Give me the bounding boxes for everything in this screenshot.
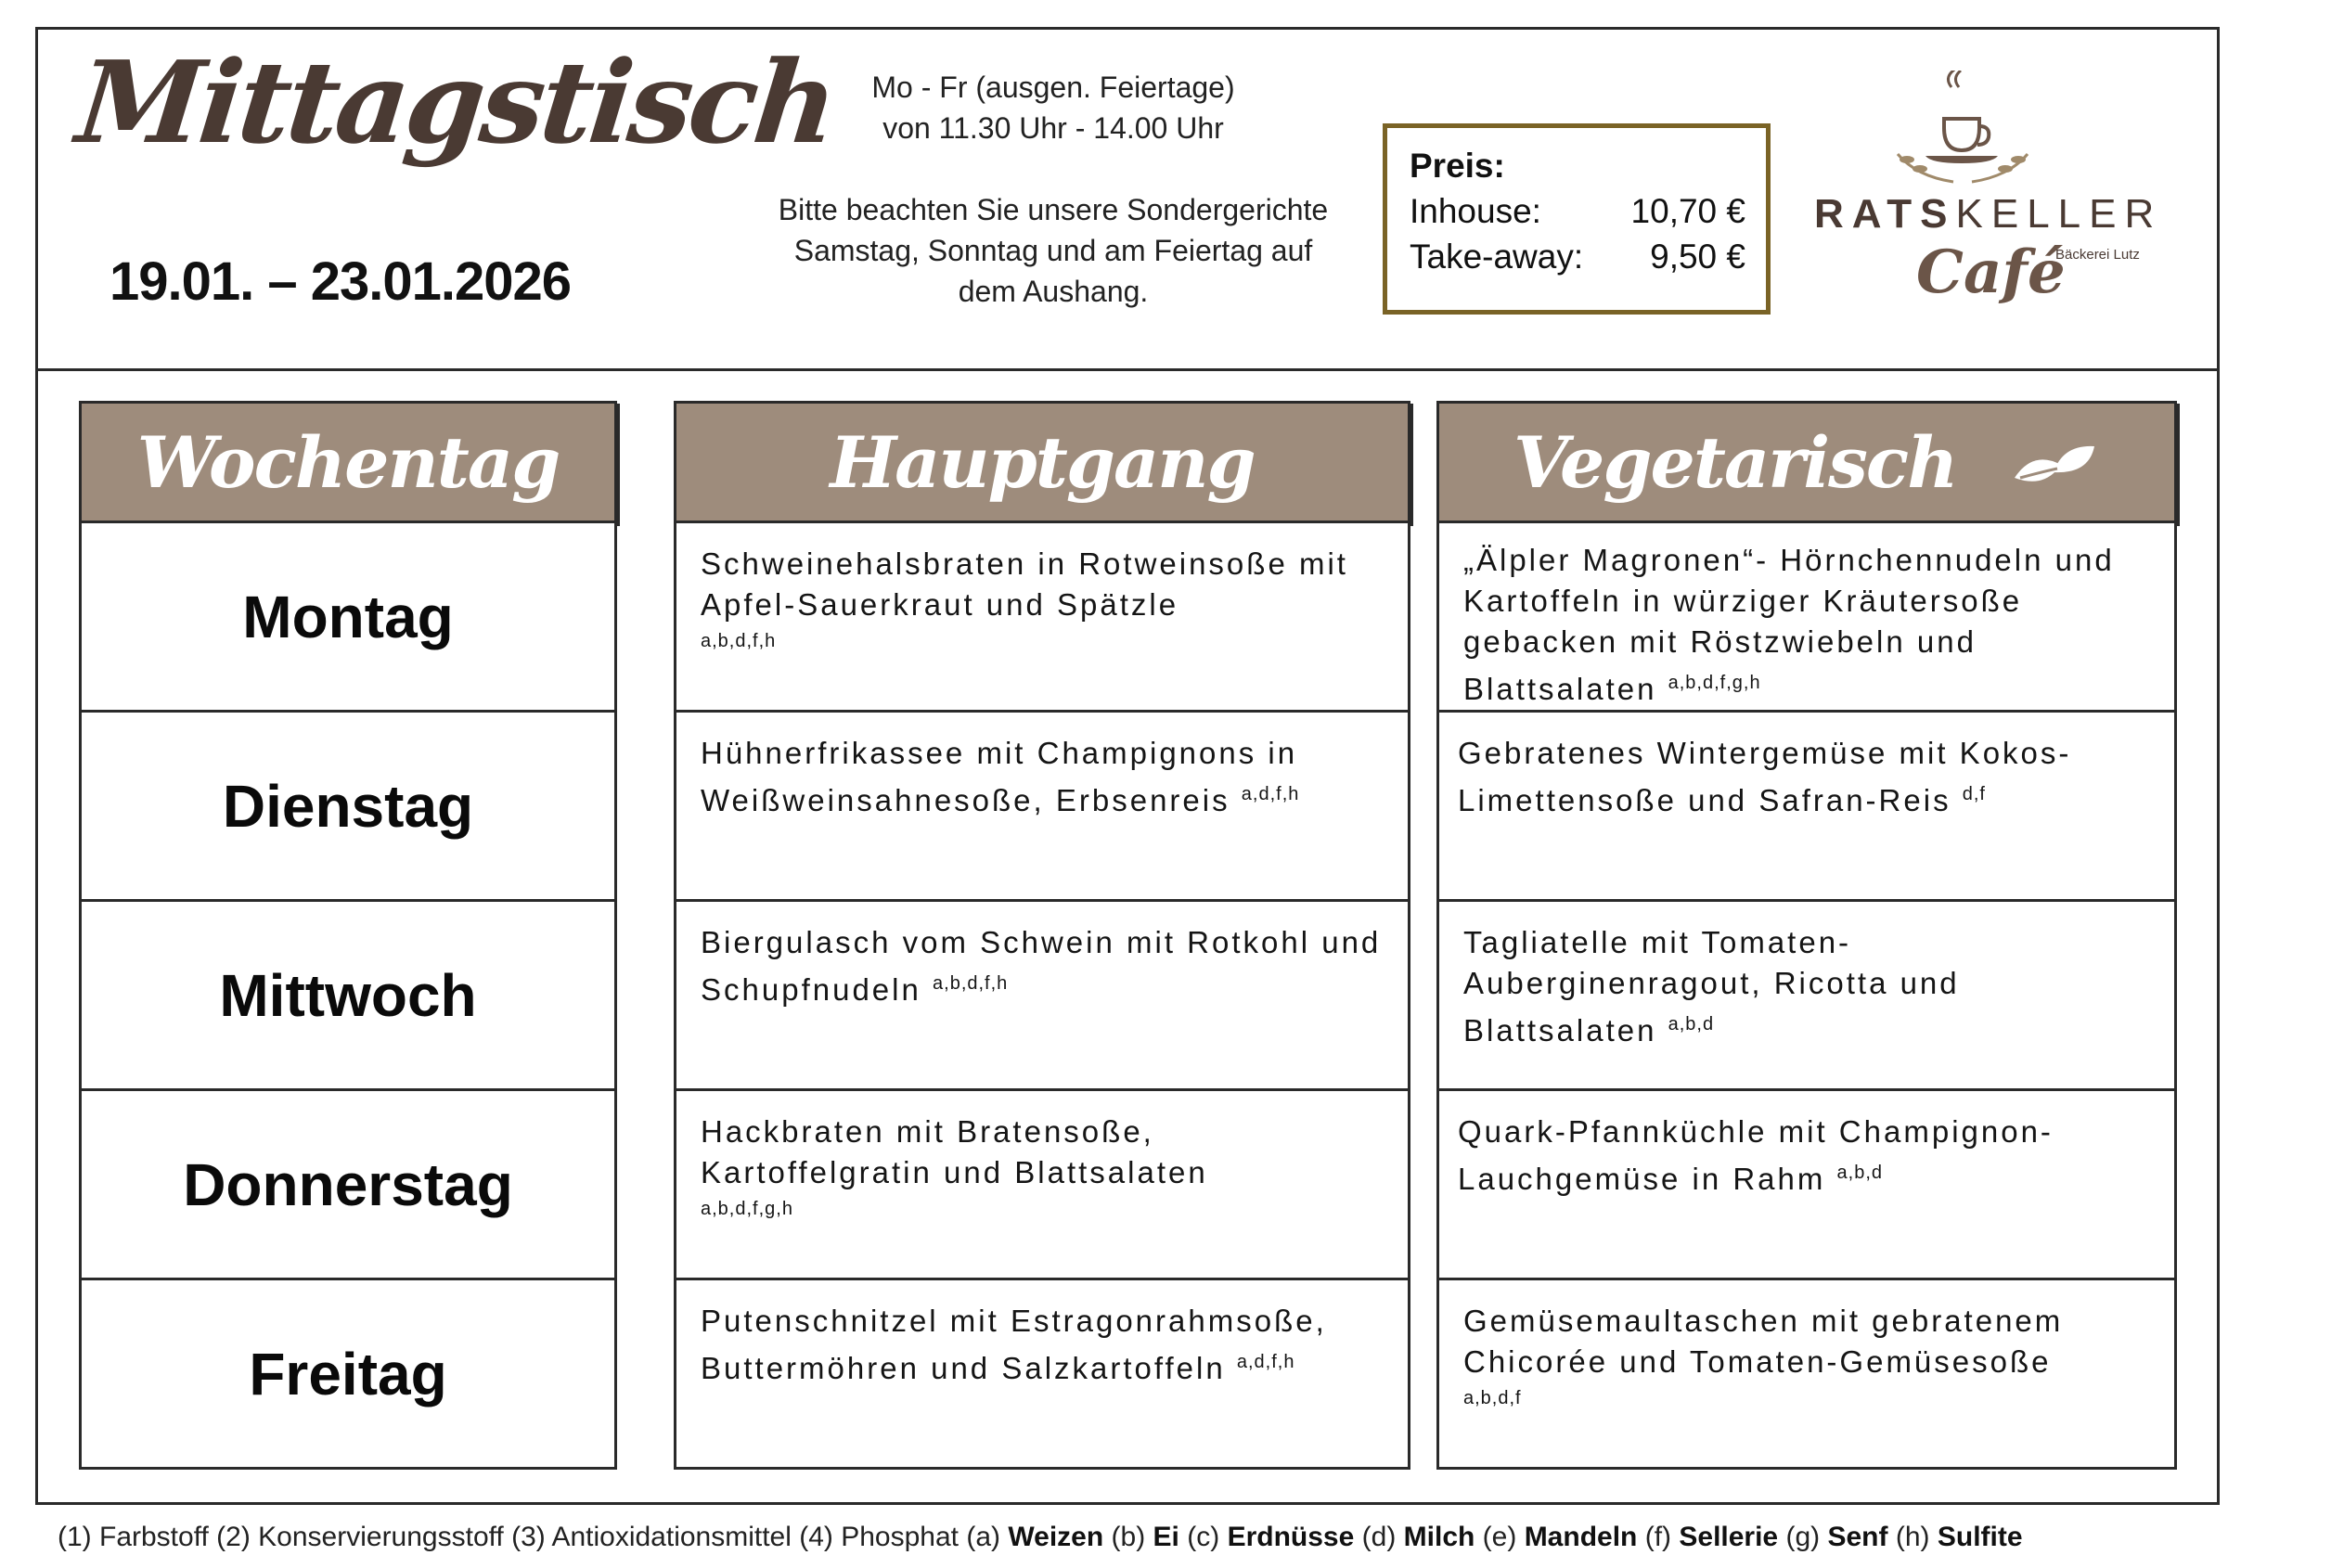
logo-subtitle: Bäckerei Lutz [2055, 247, 2140, 263]
hours-days: Mo - Fr (ausgen. Feiertage) [871, 71, 1235, 104]
main-dish-monday [674, 523, 1410, 713]
allergen-codes: a,b,d,f,h [933, 973, 1009, 994]
veg-dish-friday [1436, 1280, 2177, 1470]
note-line-3: dem Aushang. [958, 275, 1149, 308]
main-dish-friday [674, 1280, 1410, 1470]
veg-dish-monday [1436, 523, 2177, 713]
veg-dish-wednesday [1436, 902, 2177, 1091]
opening-hours [752, 67, 1355, 312]
dish-text: Gemüsemaultaschen mit gebratenem Chicorée und Tomaten-Gemüsesoße [1463, 1304, 2064, 1379]
column-header-weekday: Wochentag [79, 401, 617, 523]
column-vegetarian [1436, 401, 2177, 1470]
allergen-codes: a,b,d,f,g,h [1668, 673, 1761, 693]
dish-text: Biergulasch vom Schwein mit Rotkohl und Schupfnudeln [701, 925, 1382, 1007]
price-box [1383, 123, 1771, 315]
header-divider [35, 368, 2220, 371]
allergen-codes: d,f [1962, 784, 1986, 804]
price-row-takeaway [1410, 234, 1745, 279]
coffee-cup-icon [1805, 71, 2157, 191]
day-cell-wednesday: Mittwoch [79, 902, 617, 1091]
inhouse-label: Inhouse: [1410, 192, 1541, 230]
note-line-1: Bitte beachten Sie unsere Sondergerichte [778, 193, 1329, 226]
column-header-vegetarian: Vegetarisch [1436, 401, 2177, 523]
allergen-legend: (1) Farbstoff (2) Konservierungsstoff (3) Antioxidationsmittel (4) Phosphat (a) Weizen (b) Ei (c) Erdnüsse (d) Milch (e) Mandeln (f) Sellerie (g) Senf (h) Sulfite [58, 1522, 2023, 1552]
veg-dish-tuesday [1436, 713, 2177, 902]
allergen-codes: a,b,d,f,g,h [701, 1199, 793, 1219]
veg-dish-thursday [1436, 1091, 2177, 1280]
main-dish-thursday [674, 1091, 1410, 1280]
dish-text: Hackbraten mit Bratensoße, Kartoffelgratin und Blattsalaten [701, 1114, 1208, 1189]
day-cell-tuesday: Dienstag [79, 713, 617, 902]
allergen-codes: a,b,d [1836, 1163, 1884, 1183]
column-header-main: Hauptgang [674, 401, 1410, 523]
day-cell-monday: Montag [79, 523, 617, 713]
page-title: Mittagstisch [71, 35, 841, 169]
column-weekday [79, 401, 617, 1470]
takeaway-value: 9,50 € [1650, 238, 1745, 276]
column-main-course [674, 401, 1410, 1470]
allergen-codes: a,b,d,f [1463, 1388, 1522, 1408]
day-cell-friday: Freitag [79, 1280, 617, 1470]
allergen-codes: a,d,f,h [1236, 1352, 1295, 1372]
takeaway-label: Take-away: [1410, 238, 1584, 276]
logo-cafe: Café [1916, 238, 2066, 307]
dish-text: Tagliatelle mit Tomaten-Auberginenragout, Ricotta und Blattsalaten [1463, 925, 1960, 1047]
hours-time: von 11.30 Uhr - 14.00 Uhr [882, 111, 1224, 145]
date-range: 19.01. – 23.01.2026 [109, 251, 572, 312]
inhouse-value: 10,70 € [1630, 192, 1745, 230]
ratskeller-logo [1805, 71, 2163, 330]
dish-text: Gebratenes Wintergemüse mit Kokos-Limettensoße und Safran-Reis [1458, 736, 2072, 817]
main-dish-wednesday [674, 902, 1410, 1091]
dish-text: Quark-Pfannküchle mit Champignon-Lauchgemüse in Rahm [1458, 1114, 2054, 1196]
allergen-codes: a,d,f,h [1241, 784, 1300, 804]
main-dish-tuesday [674, 713, 1410, 902]
dish-text: Hühnerfrikassee mit Champignons in Weißweinsahnesoße, Erbsenreis [701, 736, 1298, 817]
price-title: Preis: [1410, 147, 1505, 185]
dish-text: „Älpler Magronen“- Hörnchennudeln und Kartoffeln in würziger Kräutersoße gebacken mit Röstzwiebeln und Blattsalaten [1463, 543, 2115, 706]
dish-text: Schweinehalsbraten in Rotweinsoße mit Apfel-Sauerkraut und Spätzle [701, 546, 1348, 622]
logo-wordmark: RATSKELLER [1814, 191, 2163, 237]
dish-text: Putenschnitzel mit Estragonrahmsoße, Buttermöhren und Salzkartoffeln [701, 1304, 1327, 1385]
allergen-codes: a,b,d,f,h [701, 631, 777, 651]
allergen-codes: a,b,d [1668, 1014, 1715, 1035]
note-line-2: Samstag, Sonntag und am Feiertag auf [793, 234, 1313, 267]
day-cell-thursday: Donnerstag [79, 1091, 617, 1280]
leaf-icon [2007, 441, 2100, 496]
price-row-inhouse [1410, 188, 1745, 234]
